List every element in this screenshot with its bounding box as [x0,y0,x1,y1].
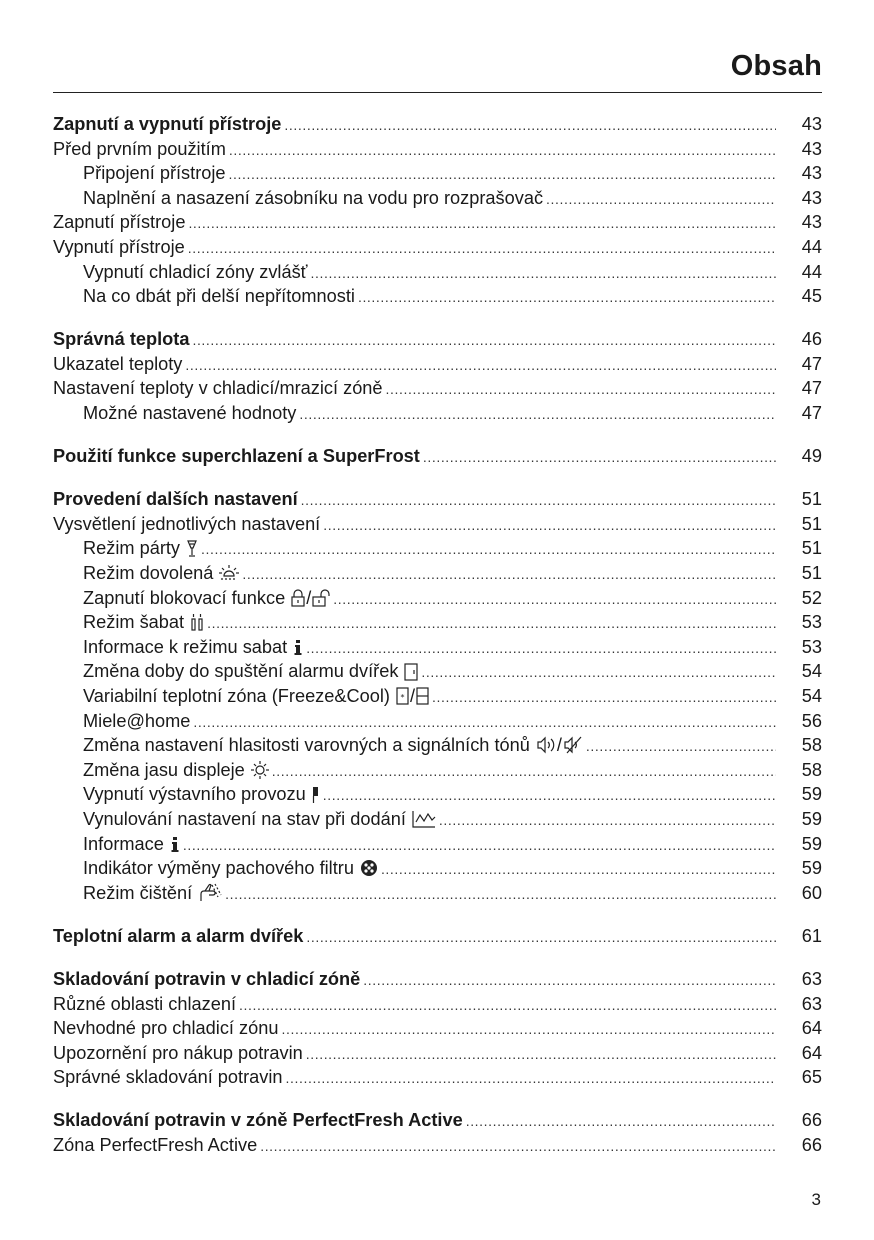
dot-leader [193,710,776,735]
toc-entry-text: Nevhodné pro chladicí zónu [53,1018,279,1039]
toc-page-number: 46 [801,329,822,350]
toc-entry-label [53,924,303,949]
lock-closed-icon [291,589,305,607]
toc-page-number: 51 [801,513,822,534]
toc-entry-label [83,586,330,611]
toc-entry[interactable] [53,401,822,426]
toc-entry-icons [312,786,320,804]
toc-entry-label [53,1041,303,1066]
dot-leader [207,611,776,636]
toc-section [53,112,822,309]
toc-entry-icons [198,883,222,903]
dot-leader [432,685,776,710]
toc-entry-icons [536,733,583,758]
toc-entry[interactable] [53,161,822,186]
toc-chapter-entry[interactable] [53,327,822,352]
toc-entry-label [83,881,222,906]
toc-entry-text: Provedení dalších nastavení [53,489,298,510]
toc-page-number: 43 [801,163,822,184]
toc-entry-text: Informace k režimu sabat [83,636,288,657]
toc-entry-label [53,1133,257,1158]
dot-leader [188,236,776,261]
toc-entry-text: Zapnutí blokovací funkce [83,587,286,608]
toc-entry-label [83,832,180,857]
toc-entry[interactable] [53,536,822,561]
toc-entry-icons [396,684,429,709]
toc-entry-text: Změna doby do spuštění alarmu dvířek [83,661,399,682]
toc-page-number: 44 [801,236,822,257]
cleaning-hand-icon [198,883,222,903]
dot-leader [239,993,776,1018]
dot-leader [229,138,776,163]
toc-entry-label [83,733,583,758]
toc-entry-text: Indikátor výměny pachového filtru [83,858,354,879]
toc-section [53,967,822,1090]
dot-leader [306,925,776,950]
toc-entry[interactable] [53,881,822,906]
info-icon [170,835,180,853]
toc-entry-label [83,561,239,586]
dot-leader [333,587,776,612]
dot-leader [323,783,776,808]
toc-entry[interactable] [53,512,822,537]
demo-mode-icon [312,786,320,804]
toc-page-number: 61 [801,925,822,946]
toc-entry[interactable] [53,733,822,758]
toc-entry[interactable] [53,856,822,881]
dot-leader [260,1134,776,1159]
toc-entry[interactable] [53,1041,822,1066]
toc-entry[interactable] [53,659,822,684]
toc-entry-label [83,684,429,709]
toc-entry-label [83,610,204,635]
toc-entry-label [53,376,383,401]
toc-entry[interactable] [53,758,822,783]
toc-entry-text: Vynulování nastavení na stav při dodání [83,808,406,829]
sabbath-candles-icon [190,613,204,631]
toc-entry-text: Zapnutí přístroje [53,212,186,233]
toc-page-number: 43 [801,212,822,233]
toc-entry-text: Informace [83,833,164,854]
toc-page-number: 51 [801,489,822,510]
toc-entry-text: Nastavení teploty v chladicí/mrazicí zóně [53,378,383,399]
toc-entry[interactable] [53,210,822,235]
speaker-off-icon [563,736,583,754]
dot-leader [358,285,776,310]
dot-leader [421,660,776,685]
toc-entry[interactable] [53,610,822,635]
toc-entry-text: Skladování potravin v chladicí zóně [53,968,361,989]
toc-page-number: 54 [801,685,822,706]
toc-entry-text: Režim šabat [83,612,185,633]
toc-entry-label [83,709,190,734]
toc-section [53,487,822,905]
toc-entry-label [83,186,543,211]
toc-entry-label [53,967,360,992]
dot-leader [363,968,776,993]
freeze-zone-icon [396,687,409,705]
toc-page-number: 64 [801,1018,822,1039]
toc-entry[interactable] [53,186,822,211]
toc-page-number: 51 [801,538,822,559]
dot-leader [242,562,776,587]
toc-section [53,327,822,425]
dot-leader [183,833,776,858]
toc-page-number: 43 [801,138,822,159]
toc-entry-icons [186,540,198,558]
holiday-sun-icon [219,564,239,582]
toc-page-number: 60 [801,882,822,903]
toc-entry[interactable] [53,832,822,857]
toc-entry-label [53,1016,278,1041]
toc-entry-text: Režim dovolená [83,563,214,583]
toc-entry-text: Před prvním použitím [53,138,226,159]
toc-entry-text: Na co dbát při delší nepřítomnosti [83,286,355,307]
toc-entry[interactable] [53,137,822,162]
toc-entry-label [53,137,226,162]
toc-entry-label [83,161,226,186]
toc-entry-icons [412,810,436,828]
toc-entry-label [53,992,236,1017]
speaker-on-icon [536,736,556,754]
toc-chapter-entry[interactable] [53,967,822,992]
toc-entry-text: Různé oblasti chlazení [53,993,236,1014]
toc-page-number: 52 [801,587,822,608]
toc-entry-text: Vypnutí přístroje [53,236,185,257]
toc-entry-label [53,112,281,137]
toc-entry-text: Změna jasu displeje [83,759,245,780]
toc-entry[interactable] [53,376,822,401]
toc-entry-label [83,401,296,426]
toc-entry-label [83,856,378,881]
dot-leader [286,1066,776,1091]
slash-separator: / [556,735,562,756]
toc-entry-label [83,758,269,783]
table-of-contents [53,112,822,1176]
toc-entry-icons [170,835,180,853]
toc-entry[interactable] [53,284,822,309]
toc-entry-text: Připojení přístroje [83,163,226,184]
toc-page-number: 49 [801,446,822,467]
dot-leader [281,1017,776,1042]
toc-entry[interactable] [53,235,822,260]
toc-entry-text: Vypnutí chladicí zóny zvlášť [83,261,308,282]
toc-entry[interactable] [53,635,822,660]
page-number: 3 [811,1190,821,1209]
dot-leader [381,857,776,882]
dot-leader [188,211,776,236]
toc-entry-label [83,659,418,684]
toc-entry-text: Správná teplota [53,329,190,350]
toc-entry-text: Vysvětlení jednotlivých nastavení [53,513,321,534]
header-divider [53,92,822,93]
toc-entry-text: Skladování potravin v zóně PerfectFresh Active [53,1110,463,1131]
toc-page-number: 59 [801,808,822,829]
toc-entry-label [53,352,182,377]
toc-page-number: 56 [801,710,822,731]
dot-leader [546,187,776,212]
toc-entry[interactable] [53,807,822,832]
toc-entry-label [53,1065,283,1090]
toc-entry-label [53,512,320,537]
toc-page-number: 59 [801,858,822,879]
toc-section [53,924,822,949]
dot-leader [185,353,776,378]
toc-page-number: 58 [801,759,822,780]
dot-leader [306,636,776,661]
toc-page-number: 45 [801,286,822,307]
toc-entry[interactable] [53,1016,822,1041]
toc-entry-icons [251,761,269,779]
toc-entry-text: Režim párty [83,538,181,559]
dot-leader [439,808,776,833]
dot-leader [225,882,776,907]
toc-entry-text: Miele@home [83,710,191,731]
toc-page-number: 66 [801,1134,822,1155]
toc-page-number: 65 [801,1067,822,1088]
toc-entry-text: Zapnutí a vypnutí přístroje [53,114,282,134]
toc-entry[interactable] [53,561,822,586]
toc-entry[interactable] [53,586,822,611]
lock-open-icon [312,589,330,607]
toc-entry-icons [291,586,330,611]
dot-leader [586,734,776,759]
toc-entry-text: Použití funkce superchlazení a SuperFrost [53,446,420,467]
toc-page-number: 47 [801,353,822,374]
dot-leader [423,445,776,470]
toc-entry-text: Zóna PerfectFresh Active [53,1134,258,1155]
toc-entry-label [83,807,436,832]
toc-page-number: 59 [801,833,822,854]
slash-separator: / [409,685,416,706]
toc-entry-icons [293,638,303,656]
dot-leader [466,1109,776,1134]
toc-page-number: 63 [801,993,822,1014]
toc-page-number: 58 [801,735,822,756]
slash-separator: / [306,587,312,608]
toc-entry-icons [404,663,418,681]
toc-page-number: 43 [801,114,822,134]
toc-entry[interactable] [53,260,822,285]
toc-entry-label [83,782,320,807]
dot-leader [323,513,776,538]
toc-chapter-entry[interactable] [53,924,822,949]
toc-page-number: 64 [801,1042,822,1063]
toc-entry-label [53,327,189,352]
factory-reset-icon [412,810,436,828]
toc-page-number: 54 [801,661,822,682]
toc-page-number: 51 [801,563,822,583]
toc-entry-label [83,536,198,561]
toc-page-number: 66 [801,1110,822,1131]
toc-entry-text: Upozornění pro nákup potravin [53,1042,303,1063]
toc-page-number: 44 [801,261,822,282]
toc-page-number: 47 [801,378,822,399]
toc-page-number: 47 [801,403,822,424]
toc-entry-label [83,635,303,660]
party-glass-icon [186,540,198,558]
toc-entry-label [53,444,420,469]
dot-leader [192,328,776,353]
toc-page-number: 59 [801,784,822,805]
toc-entry-text: Ukazatel teploty [53,353,183,374]
toc-entry-text: Změna nastavení hlasitosti varovných a signálních tónů [83,735,530,756]
toc-entry[interactable] [53,992,822,1017]
toc-entry-icons [360,859,378,877]
toc-section [53,1108,822,1157]
toc-entry-text: Naplnění a nasazení zásobníku na vodu pro rozprašovač [83,187,544,208]
toc-entry-icons [219,564,239,582]
page-title: Obsah [730,50,822,82]
toc-entry-text: Správné skladování potravin [53,1067,283,1088]
filter-icon [360,859,378,877]
toc-chapter-entry[interactable] [53,1108,822,1133]
toc-entry-icons [190,613,204,631]
toc-entry-text: Režim čištění [83,882,193,903]
toc-entry-label [83,284,355,309]
toc-chapter-entry[interactable] [53,112,822,137]
toc-entry-text: Možné nastavené hodnoty [83,403,297,424]
toc-entry[interactable] [53,1133,822,1158]
cool-zone-icon [416,687,429,705]
toc-section [53,444,822,469]
toc-page-number: 63 [801,968,822,989]
toc-page-number: 53 [801,612,822,633]
dot-leader [306,1042,776,1067]
info-icon [293,638,303,656]
door-icon [404,663,418,681]
dot-leader [311,261,776,286]
toc-entry[interactable] [53,709,822,734]
svg-text:*: * [400,693,405,703]
toc-entry-label [53,487,298,512]
toc-entry-label [53,1108,463,1133]
toc-entry-label [83,260,308,285]
dot-leader [386,377,776,402]
toc-entry[interactable] [53,684,822,709]
toc-entry[interactable] [53,782,822,807]
dot-leader [301,488,776,513]
dot-leader [201,537,776,562]
toc-chapter-entry[interactable] [53,444,822,469]
toc-entry[interactable] [53,1065,822,1090]
dot-leader [299,402,776,427]
dot-leader [229,162,776,187]
toc-entry[interactable] [53,352,822,377]
toc-entry-text: Teplotní alarm a alarm dvířek [53,925,304,946]
toc-entry-text: Vypnutí výstavního provozu [83,784,306,805]
toc-entry-label [53,210,185,235]
dot-leader [284,113,776,138]
toc-entry-label [53,235,185,260]
toc-page-number: 53 [801,636,822,657]
toc-page-number: 43 [801,187,822,208]
brightness-icon [251,761,269,779]
toc-chapter-entry[interactable] [53,487,822,512]
dot-leader [272,759,776,784]
toc-entry-text: Variabilní teplotní zóna (Freeze&Cool) [83,685,390,706]
